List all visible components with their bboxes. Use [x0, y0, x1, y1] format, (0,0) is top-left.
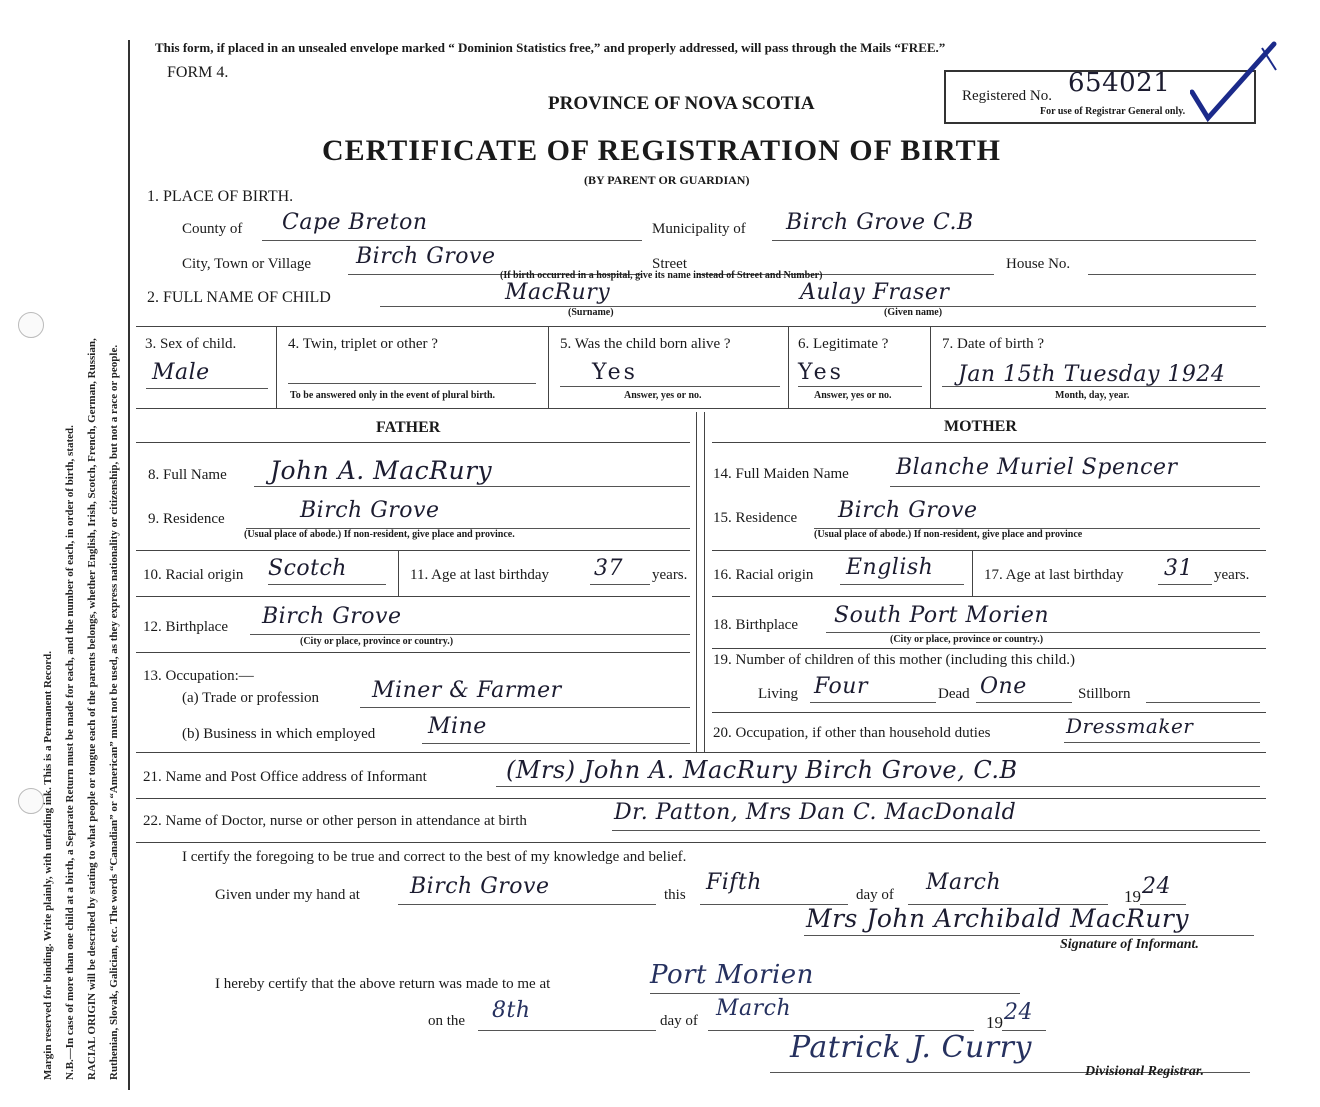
mother-birthplace-note: (City or place, province or country.) [890, 634, 1044, 645]
hospital-note: (If birth occurred in a hospital, give its name instead of Street and Number) [500, 270, 823, 281]
dob-label: 7. Date of birth ? [942, 336, 1045, 352]
father-race-label: 10. Racial origin [143, 567, 244, 583]
registrar-note: For use of Registrar General only. [1040, 106, 1186, 117]
living-label: Living [758, 686, 798, 702]
municipality-label: Municipality of [652, 221, 746, 237]
stillborn-label: Stillborn [1078, 686, 1131, 702]
punch-hole-top [18, 312, 44, 338]
mother-birthplace: South Port Morien [834, 603, 1050, 628]
month-value: March [926, 870, 1002, 895]
registrar-month: March [716, 996, 792, 1021]
registrar-on-label: on the [428, 1013, 466, 1029]
margin-note-binding: Margin reserved for binding. Write plainly, with unfading ink. This is a Permanent Record. [42, 651, 54, 1080]
alive-value: Yes [592, 360, 638, 385]
margin-note-plural: N.B.—In case of more than one child at a birth, a Separate Return must be made for each, and the number of each, in order of birth, stated. [64, 425, 76, 1080]
informant-label: 21. Name and Post Office address of Informant [143, 769, 427, 785]
mother-heading: MOTHER [944, 418, 1017, 435]
registrar-year-suffix: 24 [1004, 1000, 1033, 1025]
doctor-label: 22. Name of Doctor, nurse or other person in attendance at birth [143, 813, 527, 829]
dead-value: One [980, 674, 1027, 699]
mother-residence-label: 15. Residence [713, 510, 798, 526]
certify-statement: I certify the foregoing to be true and correct to the best of my knowledge and belief. [182, 849, 687, 865]
living-value: Four [814, 674, 868, 699]
mother-residence: Birch Grove [838, 498, 978, 523]
registered-number: 654021 [1068, 68, 1171, 98]
father-residence: Birch Grove [300, 498, 440, 523]
legitimate-label: 6. Legitimate ? [798, 336, 889, 352]
father-age-unit: years. [652, 567, 688, 583]
registrar-statement: I hereby certify that the above return was made to me at [215, 976, 551, 992]
mother-occupation-label: 20. Occupation, if other than household duties [713, 725, 991, 741]
informant-signature: Mrs John Archibald MacRury [806, 904, 1190, 933]
punch-hole-bottom [18, 788, 44, 814]
year-suffix: 24 [1142, 874, 1171, 899]
father-heading: FATHER [376, 419, 441, 436]
registrar-place: Port Morien [650, 960, 814, 990]
father-occupation-label: 13. Occupation:— [143, 668, 254, 684]
registrar-signature: Patrick J. Curry [790, 1030, 1032, 1065]
father-name-label: 8. Full Name [148, 467, 227, 483]
this-label: this [664, 887, 686, 903]
place-heading: 1. PLACE OF BIRTH. [147, 188, 294, 205]
father-age-label: 11. Age at last birthday [410, 567, 549, 583]
registered-label: Registered No. [962, 88, 1052, 104]
street-label: Street [652, 256, 687, 272]
alive-label: 5. Was the child born alive ? [560, 336, 731, 352]
twin-note: To be answered only in the event of plural birth. [290, 390, 496, 401]
mother-residence-note: (Usual place of abode.) If non-resident, give place and province [814, 529, 1083, 540]
page-title: CERTIFICATE OF REGISTRATION OF BIRTH [322, 134, 1001, 167]
mother-occupation: Dressmaker [1066, 714, 1194, 738]
day-of-label: day of [856, 887, 894, 903]
legitimate-note: Answer, yes or no. [814, 390, 892, 401]
page-subtitle: (BY PARENT OR GUARDIAN) [584, 173, 750, 187]
registrar-caption: Divisional Registrar. [1085, 1064, 1205, 1079]
mother-age-unit: years. [1214, 567, 1250, 583]
father-name: John A. MacRury [270, 456, 493, 485]
municipality-value: Birch Grove C.B [786, 210, 974, 235]
mother-name: Blanche Muriel Spencer [896, 455, 1178, 480]
father-trade: Miner & Farmer [372, 678, 562, 703]
sex-value: Male [152, 360, 210, 385]
year-prefix: 19 [1124, 887, 1141, 906]
father-trade-label: (a) Trade or profession [182, 690, 320, 706]
dob-note: Month, day, year. [1055, 390, 1130, 401]
margin-rule [128, 40, 130, 1090]
father-residence-note: (Usual place of abode.) If non-resident, give place and province. [244, 529, 515, 540]
mother-children-label: 19. Number of children of this mother (including this child.) [713, 652, 1076, 668]
twin-label: 4. Twin, triplet or other ? [288, 336, 438, 352]
father-birthplace-note: (City or place, province or country.) [300, 636, 454, 647]
dead-label: Dead [938, 686, 970, 702]
child-name-label: 2. FULL NAME OF CHILD [147, 289, 331, 306]
margin-note-racial-2: Ruthenian, Slovak, Galician, etc. The words “Canadian” or “American” must not be used, as they express nationality or citizenship, but not a race or people. [108, 344, 120, 1080]
doctor-value: Dr. Patton, Mrs Dan C. MacDonald [614, 800, 1017, 825]
mother-age: 31 [1164, 556, 1193, 581]
check-mark-icon [1190, 40, 1280, 130]
child-surname: MacRury [505, 280, 611, 305]
county-value: Cape Breton [282, 210, 428, 235]
father-birthplace: Birch Grove [262, 604, 402, 629]
mother-birthplace-label: 18. Birthplace [713, 617, 798, 633]
given-label: Given under my hand at [215, 887, 360, 903]
registrar-year-prefix: 19 [986, 1013, 1003, 1032]
informant-value: (Mrs) John A. MacRury Birch Grove, C.B [506, 756, 1018, 784]
child-given-name: Aulay Fraser [800, 280, 950, 305]
mother-name-label: 14. Full Maiden Name [713, 466, 849, 482]
county-label: County of [182, 221, 243, 237]
informant-signature-caption: Signature of Informant. [1060, 937, 1199, 952]
postal-notice: This form, if placed in an unsealed envelope marked “ Dominion Statistics free,” and properly addressed, will pass through the Mails “FREE.” [155, 40, 946, 55]
mother-age-label: 17. Age at last birthday [984, 567, 1124, 583]
margin-note-racial-1: RACIAL ORIGIN will be described by stating to what people or tongue each of the parents belongs, whether English, Irish, Scotch, French, German, Russian, [86, 338, 98, 1080]
father-business: Mine [428, 714, 487, 739]
given-name-caption: (Given name) [884, 307, 943, 318]
day-value: Fifth [706, 870, 762, 895]
registrar-day-of-label: day of [660, 1013, 698, 1029]
alive-note: Answer, yes or no. [624, 390, 702, 401]
mother-race-label: 16. Racial origin [713, 567, 814, 583]
surname-caption: (Surname) [568, 307, 614, 318]
father-business-label: (b) Business in which employed [182, 726, 376, 742]
father-birthplace-label: 12. Birthplace [143, 619, 228, 635]
father-age: 37 [594, 556, 623, 581]
sex-label: 3. Sex of child. [145, 336, 237, 352]
house-label: House No. [1006, 256, 1071, 272]
city-value: Birch Grove [356, 244, 496, 269]
dob-value: Jan 15th Tuesday 1924 [958, 362, 1226, 387]
city-label: City, Town or Village [182, 256, 312, 272]
legitimate-value: Yes [798, 360, 844, 385]
province-heading: PROVINCE OF NOVA SCOTIA [548, 93, 815, 114]
form-number: FORM 4. [167, 64, 229, 81]
given-place: Birch Grove [410, 874, 550, 899]
father-race: Scotch [268, 556, 347, 581]
registrar-day: 8th [492, 998, 531, 1023]
father-residence-label: 9. Residence [148, 511, 225, 527]
mother-race: English [846, 555, 934, 580]
